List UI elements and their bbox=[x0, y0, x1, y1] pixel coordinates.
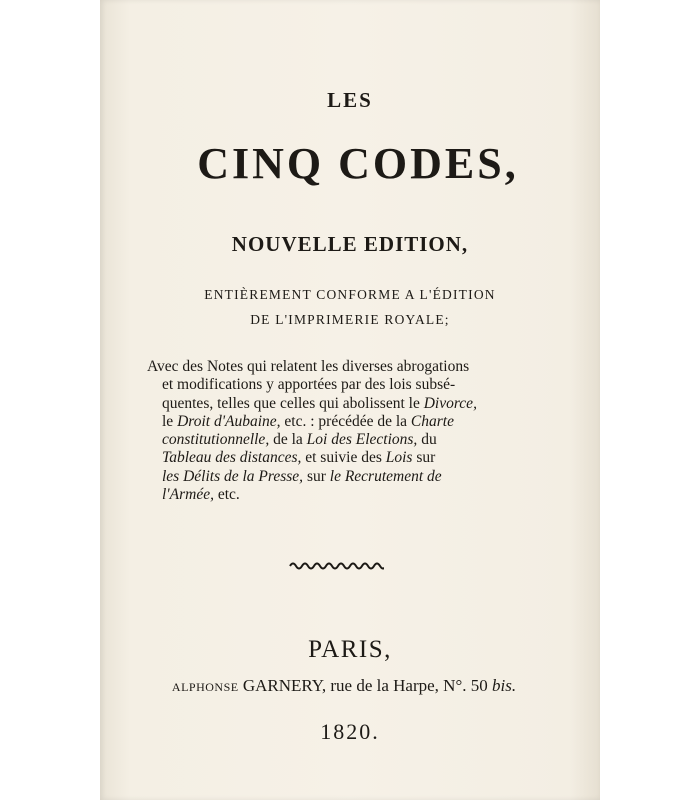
address-suffix: bis. bbox=[492, 676, 517, 695]
conformity-line-2: DE L'IMPRIMERIE ROYALE; bbox=[250, 312, 450, 327]
description-line bbox=[147, 468, 545, 486]
italic-text: Tableau des distances, bbox=[162, 449, 302, 467]
publisher-address: GARNERY, rue de la Harpe, N°. 50 bbox=[238, 676, 492, 695]
text: quentes, telles que celles qui abolissent le bbox=[162, 394, 424, 412]
text: sur bbox=[412, 449, 436, 467]
publisher-line bbox=[94, 676, 594, 696]
description-line bbox=[147, 395, 545, 413]
edition-label: NOUVELLE EDITION, bbox=[231, 232, 469, 256]
description-paragraph bbox=[147, 358, 545, 504]
text: sur bbox=[303, 467, 330, 485]
text: le bbox=[162, 412, 178, 430]
book-title: CINQ CODES, bbox=[197, 139, 519, 188]
italic-text: Lois bbox=[385, 449, 413, 467]
italic-text: Charte bbox=[410, 412, 454, 430]
book-title-page bbox=[100, 0, 600, 800]
text: du bbox=[417, 431, 437, 449]
ornamental-rule bbox=[288, 560, 384, 572]
text: etc. : précédée de la bbox=[280, 412, 411, 430]
description-line bbox=[147, 413, 545, 431]
italic-text: Loi des Elections, bbox=[306, 431, 418, 449]
text: de la bbox=[269, 431, 307, 449]
imprint-city: PARIS, bbox=[308, 636, 392, 663]
title-prefix: LES bbox=[327, 88, 373, 112]
italic-text: le Recrutement de bbox=[329, 467, 442, 485]
text: etc. bbox=[213, 486, 240, 504]
italic-text: Droit d'Aubaine, bbox=[177, 412, 281, 430]
description-line: et modifications y apportées par des lois subsé- bbox=[162, 376, 456, 394]
description-line: Avec des Notes qui relatent les diverses abrogations bbox=[147, 358, 470, 375]
italic-text: constitutionnelle, bbox=[162, 431, 270, 449]
description-line bbox=[147, 449, 545, 467]
italic-text: l'Armée, bbox=[162, 486, 214, 504]
conformity-line-1: ENTIÈREMENT CONFORME A L'ÉDITION bbox=[204, 287, 496, 302]
publisher-first-name: ALPHONSE bbox=[171, 680, 239, 694]
italic-text: les Délits de la Presse, bbox=[162, 467, 304, 485]
text: et suivie des bbox=[301, 449, 386, 467]
italic-text: Divorce, bbox=[423, 394, 477, 412]
description-line bbox=[147, 431, 545, 449]
description-line bbox=[147, 486, 545, 504]
publication-year: 1820. bbox=[320, 719, 380, 744]
